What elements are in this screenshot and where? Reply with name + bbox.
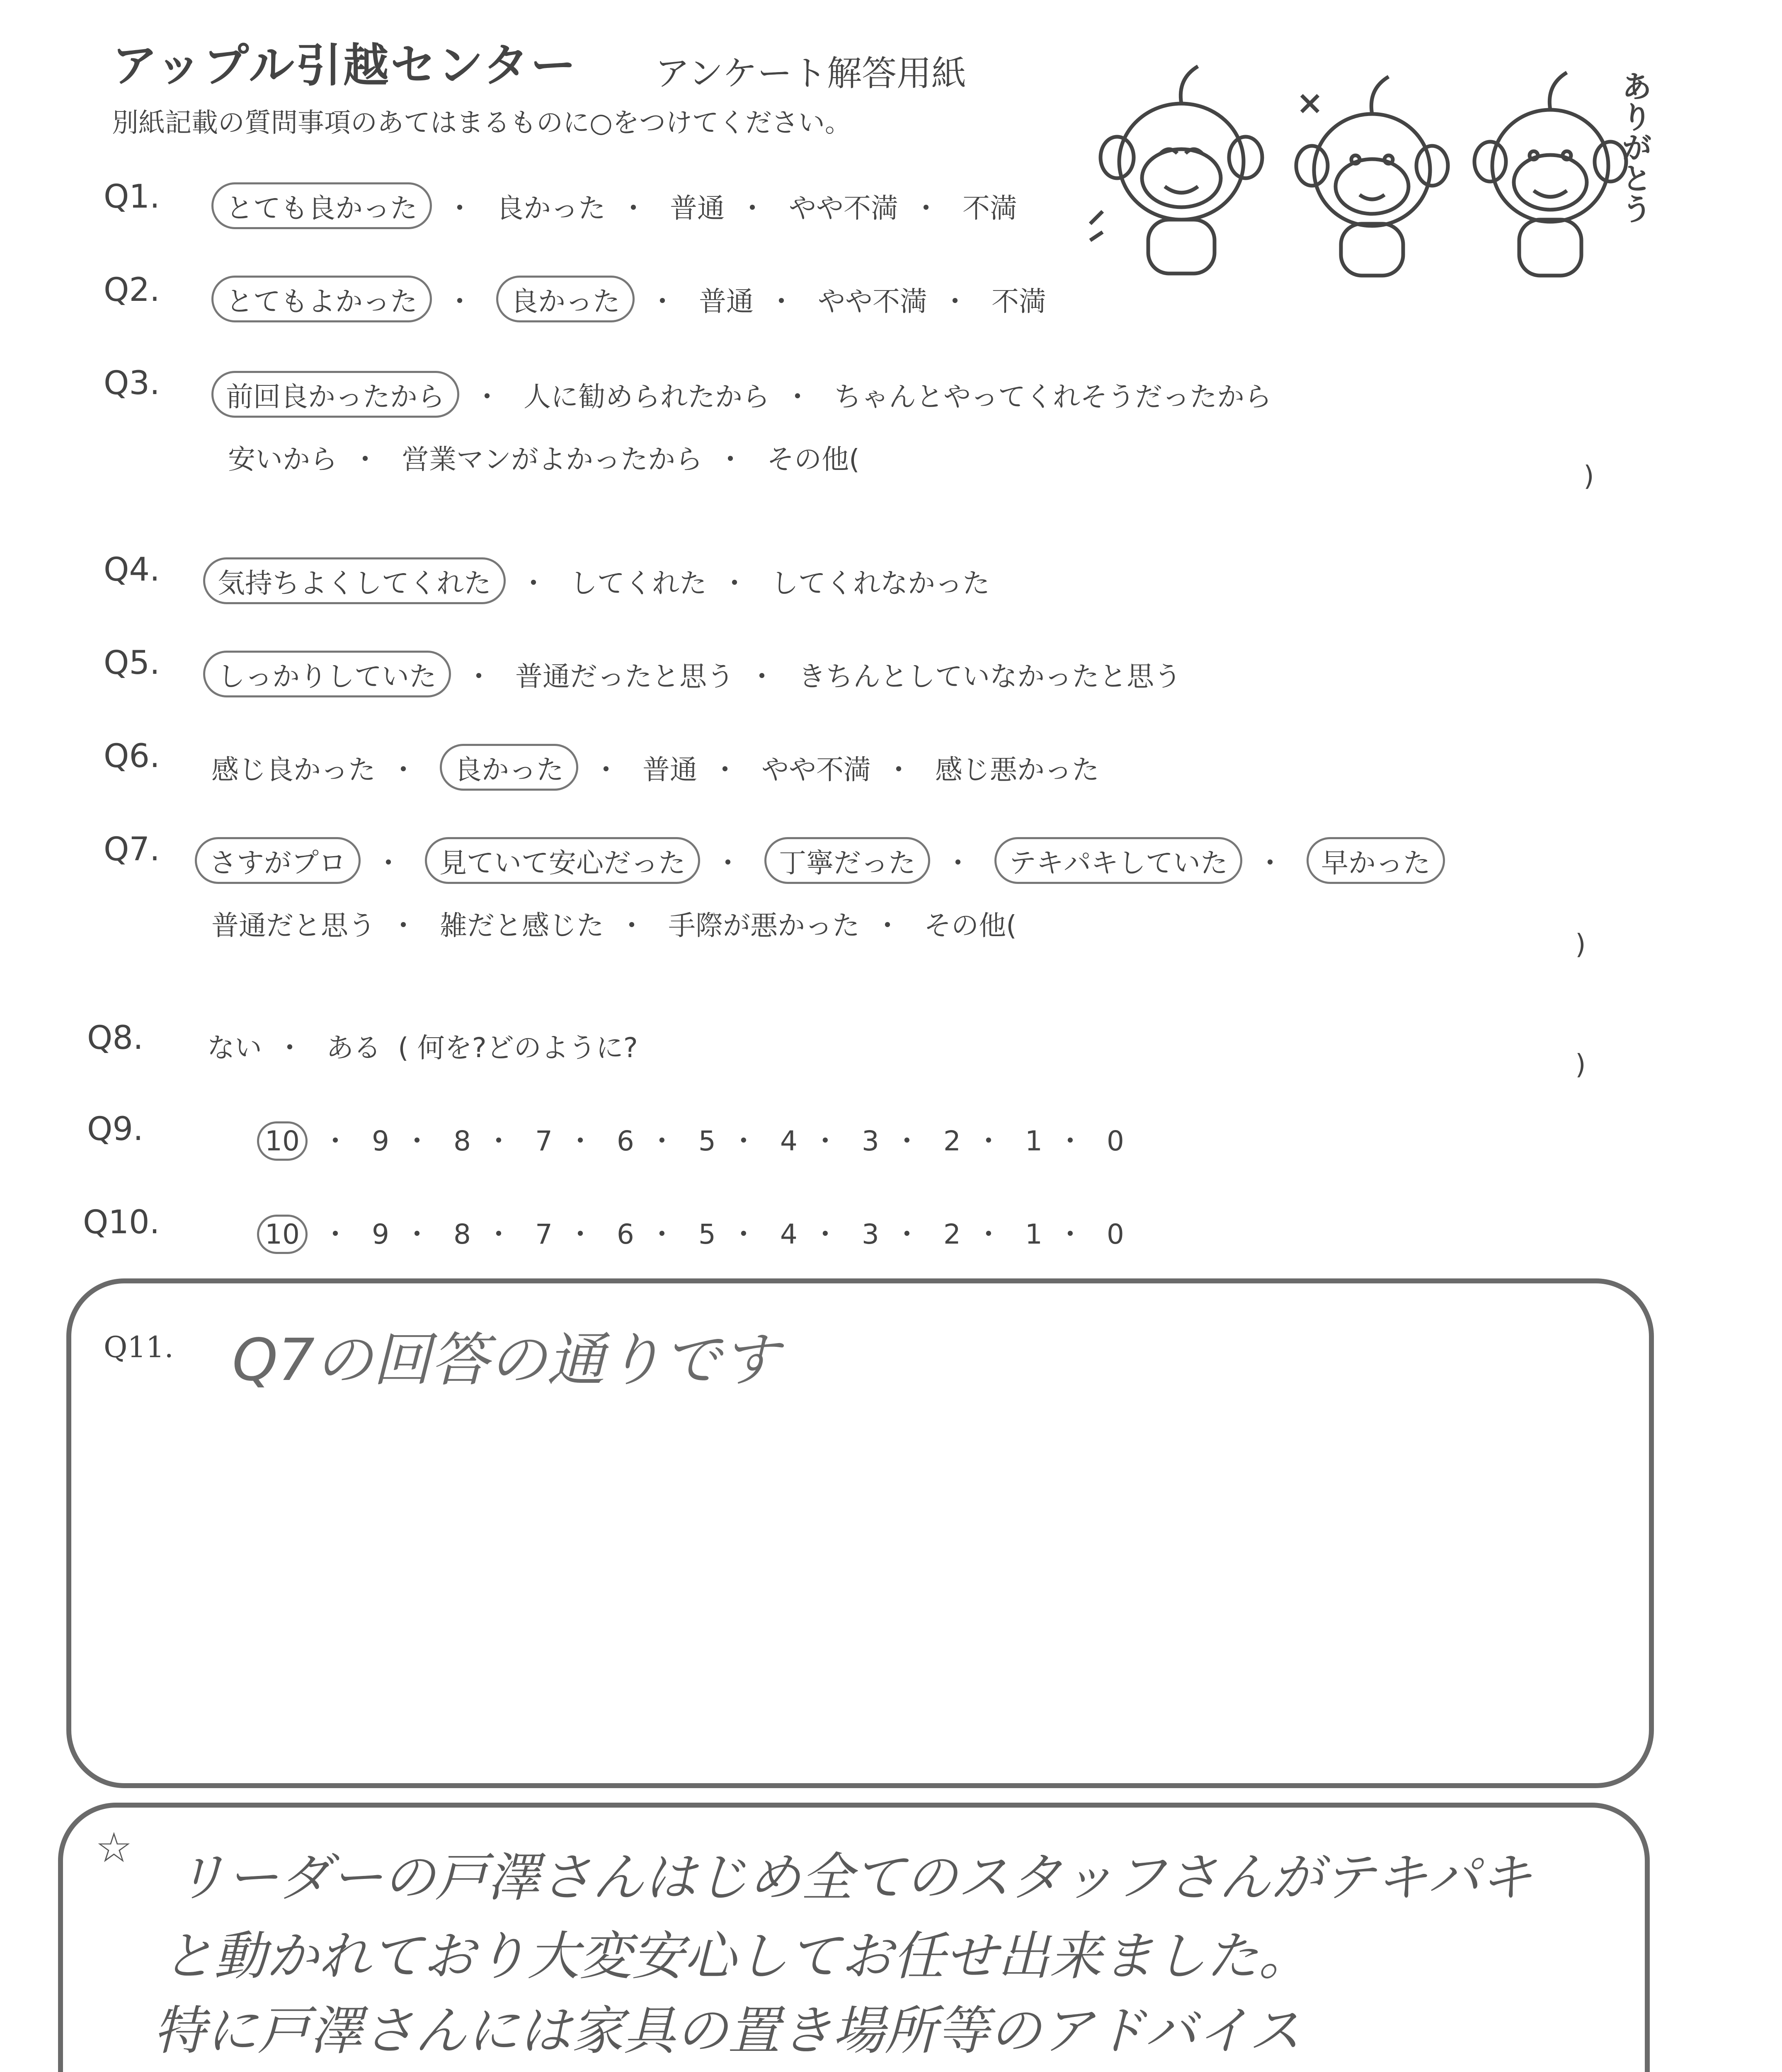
q3-option-3[interactable]: ちゃんとやってくれそうだったから xyxy=(834,381,1272,413)
q6-option-4[interactable]: やや不満 xyxy=(761,754,871,786)
q6-option-1[interactable]: 感じ良かった xyxy=(211,754,376,786)
comment-line-2: と動かれており大変安心してお任せ出来ました。 xyxy=(162,1926,1311,1987)
q10-score-9[interactable]: 9 xyxy=(371,1218,389,1250)
q7-options-row-1: さすがプロ ・ 見ていて安心だった ・ 丁寧だった ・ テキパキしていた ・ 早かった xyxy=(195,837,1445,884)
q6-option-5[interactable]: 感じ悪かった xyxy=(935,754,1099,786)
q6-label: Q6. xyxy=(104,738,160,775)
q10-score-3[interactable]: 3 xyxy=(861,1218,879,1250)
q6-options: 感じ良かった ・ 良かった ・ 普通 ・ やや不満 ・ 感じ悪かった xyxy=(211,744,1099,791)
q7-option-1[interactable]: さすがプロ xyxy=(195,837,361,884)
q2-options: とてもよかった ・ 良かった ・ 普通 ・ やや不満 ・ 不満 xyxy=(211,276,1046,322)
q1-option-5[interactable]: 不満 xyxy=(962,192,1017,224)
q9-score-9[interactable]: 9 xyxy=(371,1125,389,1157)
q7-label: Q7. xyxy=(104,831,160,868)
q7-option-5[interactable]: 早かった xyxy=(1307,837,1445,884)
star-icon: ☆ xyxy=(95,1823,133,1872)
q8-options: ない ・ ある ( 何を?どのように? xyxy=(207,1032,638,1064)
q3-label: Q3. xyxy=(104,365,160,402)
q9-score-10[interactable]: 10 xyxy=(257,1121,308,1161)
q9-score-7[interactable]: 7 xyxy=(535,1125,553,1157)
q2-option-3[interactable]: 普通 xyxy=(698,286,754,317)
q5-options: しっかりしていた ・ 普通だったと思う ・ きちんとしていなかったと思う xyxy=(203,651,1181,697)
q9-label: Q9. xyxy=(87,1111,143,1148)
arigatou-text: ありがとう xyxy=(1617,70,1652,224)
q4-option-3[interactable]: してくれなかった xyxy=(771,567,990,599)
q11-answer-text: Q7の回答の通りです xyxy=(232,1326,779,1394)
q9-score-0[interactable]: 0 xyxy=(1106,1125,1124,1157)
q4-label: Q4. xyxy=(104,551,160,588)
q2-option-1[interactable]: とてもよかった xyxy=(211,276,432,322)
q3-options-row-1: 前回良かったから ・ 人に勧められたから ・ ちゃんとやってくれそうだったから xyxy=(211,371,1272,418)
q10-score-8[interactable]: 8 xyxy=(453,1218,471,1250)
q9-scale: 10 ・ 9 ・ 8 ・ 7 ・ 6 ・ 5 ・ 4 ・ 3 ・ 2 ・ 1 ・ 0 xyxy=(257,1119,1124,1161)
q1-options: とても良かった ・ 良かった ・ 普通 ・ やや不満 ・ 不満 xyxy=(211,182,1017,229)
q10-score-0[interactable]: 0 xyxy=(1106,1218,1124,1250)
q2-option-2[interactable]: 良かった xyxy=(496,276,635,322)
q5-option-1[interactable]: しっかりしていた xyxy=(203,651,451,697)
q11-label: Q11. xyxy=(104,1330,174,1364)
comment-line-3: 特に戸澤さんには家具の置き場所等のアドバイス xyxy=(153,2000,1301,2061)
q8-option-detail[interactable]: ( 何を?どのように? xyxy=(398,1032,638,1064)
q7-option-8[interactable]: 手際が悪かった xyxy=(668,910,860,942)
q8-option-2[interactable]: ある xyxy=(326,1032,381,1064)
q4-options: 気持ちよくしてくれた ・ してくれた ・ してくれなかった xyxy=(203,557,990,604)
q1-option-2[interactable]: 良かった xyxy=(496,192,606,224)
q3-option-5[interactable]: 営業マンがよかったから xyxy=(401,443,703,475)
q10-score-2[interactable]: 2 xyxy=(943,1218,961,1250)
q9-score-4[interactable]: 4 xyxy=(780,1125,798,1157)
q9-score-8[interactable]: 8 xyxy=(453,1125,471,1157)
q2-option-5[interactable]: 不満 xyxy=(991,286,1046,317)
q5-option-2[interactable]: 普通だったと思う xyxy=(515,661,734,692)
q3-option-6[interactable]: その他( xyxy=(766,443,860,475)
q4-option-1[interactable]: 気持ちよくしてくれた xyxy=(203,557,506,604)
q6-option-2[interactable]: 良かった xyxy=(440,744,578,791)
q5-option-3[interactable]: きちんとしていなかったと思う xyxy=(798,661,1181,692)
q10-score-10[interactable]: 10 xyxy=(257,1215,308,1254)
q8-option-1[interactable]: ない xyxy=(207,1032,262,1064)
q7-paren-close: ) xyxy=(1575,928,1586,960)
q7-option-3[interactable]: 丁寧だった xyxy=(764,837,930,884)
q9-score-3[interactable]: 3 xyxy=(861,1125,879,1157)
q1-option-3[interactable]: 普通 xyxy=(669,192,725,224)
q1-option-1[interactable]: とても良かった xyxy=(211,182,432,229)
q7-option-7[interactable]: 雑だと感じた xyxy=(439,910,604,942)
q8-paren-close: ) xyxy=(1575,1048,1586,1080)
q9-score-2[interactable]: 2 xyxy=(943,1125,961,1157)
q3-option-4[interactable]: 安いから xyxy=(228,443,337,475)
q1-label: Q1. xyxy=(104,178,160,215)
q10-score-1[interactable]: 1 xyxy=(1025,1218,1043,1250)
q9-score-1[interactable]: 1 xyxy=(1025,1125,1043,1157)
comment-line-4 xyxy=(149,2068,1356,2072)
q3-options-row-2: 安いから ・ 営業マンがよかったから ・ その他( xyxy=(228,443,860,475)
instruction-text: 別紙記載の質問事項のあてはまるものに○をつけてください。 xyxy=(112,108,851,138)
q10-score-4[interactable]: 4 xyxy=(780,1218,798,1250)
comment-line-1: リーダーの戸澤さんはじめ全てのスタッフさんがテキパキ xyxy=(174,1847,1532,1908)
q3-option-2[interactable]: 人に勧められたから xyxy=(523,381,770,413)
q2-option-4[interactable]: やや不満 xyxy=(817,286,927,317)
q7-option-4[interactable]: テキパキしていた xyxy=(994,837,1242,884)
q1-option-4[interactable]: やや不満 xyxy=(788,192,898,224)
q5-label: Q5. xyxy=(104,644,160,682)
q10-score-6[interactable]: 6 xyxy=(616,1218,634,1250)
q6-option-3[interactable]: 普通 xyxy=(642,754,697,786)
q10-score-5[interactable]: 5 xyxy=(698,1218,716,1250)
q7-option-9[interactable]: その他( xyxy=(924,910,1017,942)
q7-options-row-2: 普通だと思う ・ 雑だと感じた ・ 手際が悪かった ・ その他( xyxy=(211,910,1017,942)
form-title: アップル引越センター xyxy=(112,39,578,92)
q9-score-6[interactable]: 6 xyxy=(616,1125,634,1157)
q7-option-6[interactable]: 普通だと思う xyxy=(211,910,376,942)
q10-scale: 10 ・ 9 ・ 8 ・ 7 ・ 6 ・ 5 ・ 4 ・ 3 ・ 2 ・ 1 ・ 0 xyxy=(257,1212,1124,1254)
q3-paren-close: ) xyxy=(1583,460,1594,492)
q8-label: Q8. xyxy=(87,1019,143,1057)
q3-option-1[interactable]: 前回良かったから xyxy=(211,371,459,418)
q7-option-2[interactable]: 見ていて安心だった xyxy=(425,837,700,884)
q10-label: Q10. xyxy=(83,1204,160,1241)
monkey-mascots-illustration xyxy=(1086,54,1658,286)
form-subtitle: アンケート解答用紙 xyxy=(655,53,966,94)
q9-score-5[interactable]: 5 xyxy=(698,1125,716,1157)
q10-score-7[interactable]: 7 xyxy=(535,1218,553,1250)
q4-option-2[interactable]: してくれた xyxy=(570,567,707,599)
q2-label: Q2. xyxy=(104,271,160,309)
